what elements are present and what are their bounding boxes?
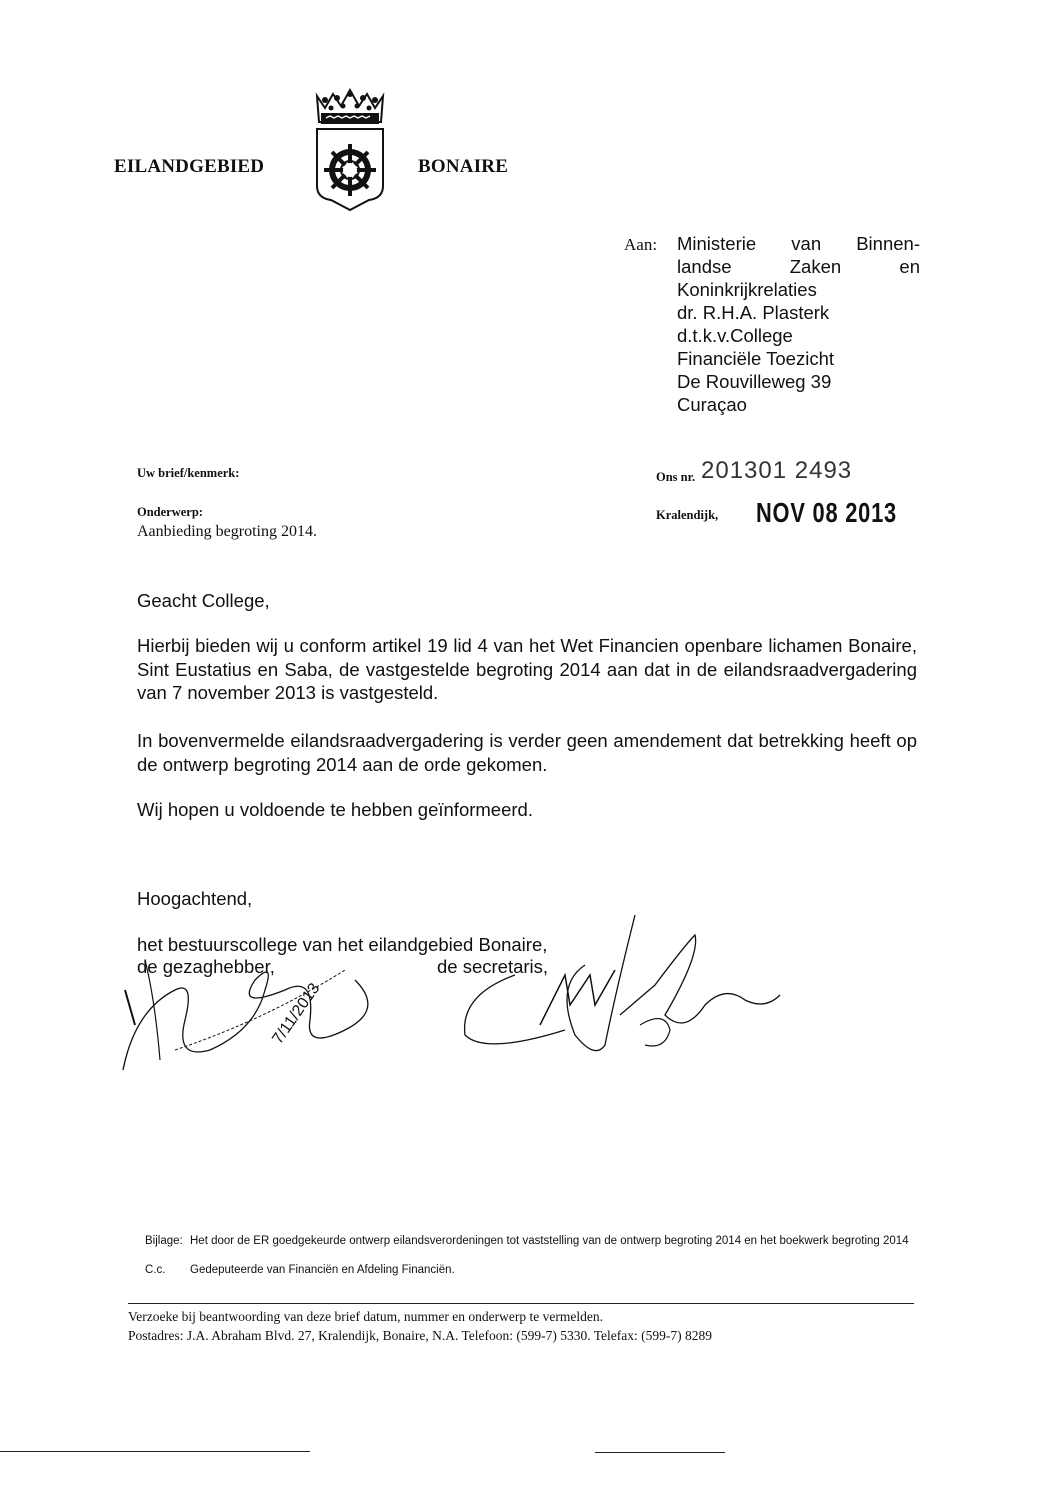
right-signatory-title: de secretaris, [437, 956, 549, 977]
recipient-line-8: Curaçao [677, 394, 747, 415]
date-stamp: NOV 08 2013 [756, 497, 897, 528]
recipient-line-4: dr. R.H.A. Plasterk [677, 302, 830, 323]
attachment-label: Bijlage: [145, 1235, 183, 1247]
recipient-word: en [899, 256, 920, 277]
footer-divider [128, 1303, 914, 1304]
right-signature [455, 915, 785, 1055]
recipient-word: Binnen- [856, 233, 920, 254]
our-number-label: Ons nr. [656, 470, 696, 484]
salutation: Geacht College, [137, 590, 270, 611]
cc-label: C.c. [145, 1264, 166, 1276]
place-label: Kralendijk, [656, 508, 719, 522]
cc-text: Gedeputeerde van Financiën en Afdeling Financiën. [190, 1264, 455, 1276]
scan-artifact-line-left [0, 1451, 310, 1452]
letterhead-right-title: BONAIRE [418, 156, 509, 177]
attachment-text: Het door de ER goedgekeurde ontwerp eilandsverordeningen tot vaststelling van de ontwerp begroting 2014 en het boekwerk begroting 2014 [190, 1235, 909, 1247]
scan-artifact-line-right [595, 1452, 725, 1453]
left-signatory-title: de gezaghebber, [137, 956, 275, 977]
recipient-line-7: De Rouvilleweg 39 [677, 371, 832, 392]
recipient-label: Aan: [624, 235, 658, 254]
recipient-word: Ministerie [677, 233, 757, 254]
closing-greeting: Hoogachtend, [137, 888, 253, 909]
recipient-word: landse [677, 256, 732, 277]
your-reference-label: Uw brief/kenmerk: [137, 466, 240, 480]
recipient-line-3: Koninkrijkrelaties [677, 279, 817, 300]
recipient-line-1 [677, 232, 920, 255]
left-signature [115, 950, 415, 1080]
recipient-word: Zaken [789, 256, 842, 277]
footer-instruction: Verzoeke bij beantwoording van deze brief datum, nummer en onderwerp te vermelden. [128, 1309, 603, 1324]
body-paragraph-1: Hierbij bieden wij u conform artikel 19 lid 4 van het Wet Financien openbare lichamen Bonaire, Sint Eustatius en Saba, de vastgestelde begroting 2014 aan dat in de eilandsraadvergadering van 7 november 2013 is vastgesteld. [137, 635, 917, 703]
subject-value: Aanbieding begroting 2014. [137, 523, 317, 540]
letterhead-left-title: EILANDGEBIED [114, 156, 265, 177]
recipient-address [677, 232, 920, 416]
coat-of-arms-icon [311, 86, 389, 212]
body-paragraph-3: Wij hopen u voldoende te hebben geïnformeerd. [137, 799, 533, 820]
recipient-line-5: d.t.k.v.College [677, 325, 793, 346]
footer-postal-address: Postadres: J.A. Abraham Blvd. 27, Kralendijk, Bonaire, N.A. Telefoon: (599-7) 5330. Telefax: (599-7) 8289 [128, 1328, 713, 1343]
recipient-line-2 [677, 255, 920, 278]
subject-label: Onderwerp: [137, 505, 203, 519]
recipient-word: van [791, 233, 822, 254]
recipient-line-6: Financiële Toezicht [677, 348, 834, 369]
our-number-handwritten: 201301 2493 [701, 457, 853, 484]
body-paragraph-2: In bovenvermelde eilandsraadvergadering is verder geen amendement dat betrekking heeft op de ontwerp begroting 2014 aan de orde gekomen. [137, 730, 917, 775]
closing-body-line: het bestuurscollege van het eilandgebied Bonaire, [137, 934, 548, 955]
handwritten-date: 7/11/2013 [269, 980, 324, 1048]
